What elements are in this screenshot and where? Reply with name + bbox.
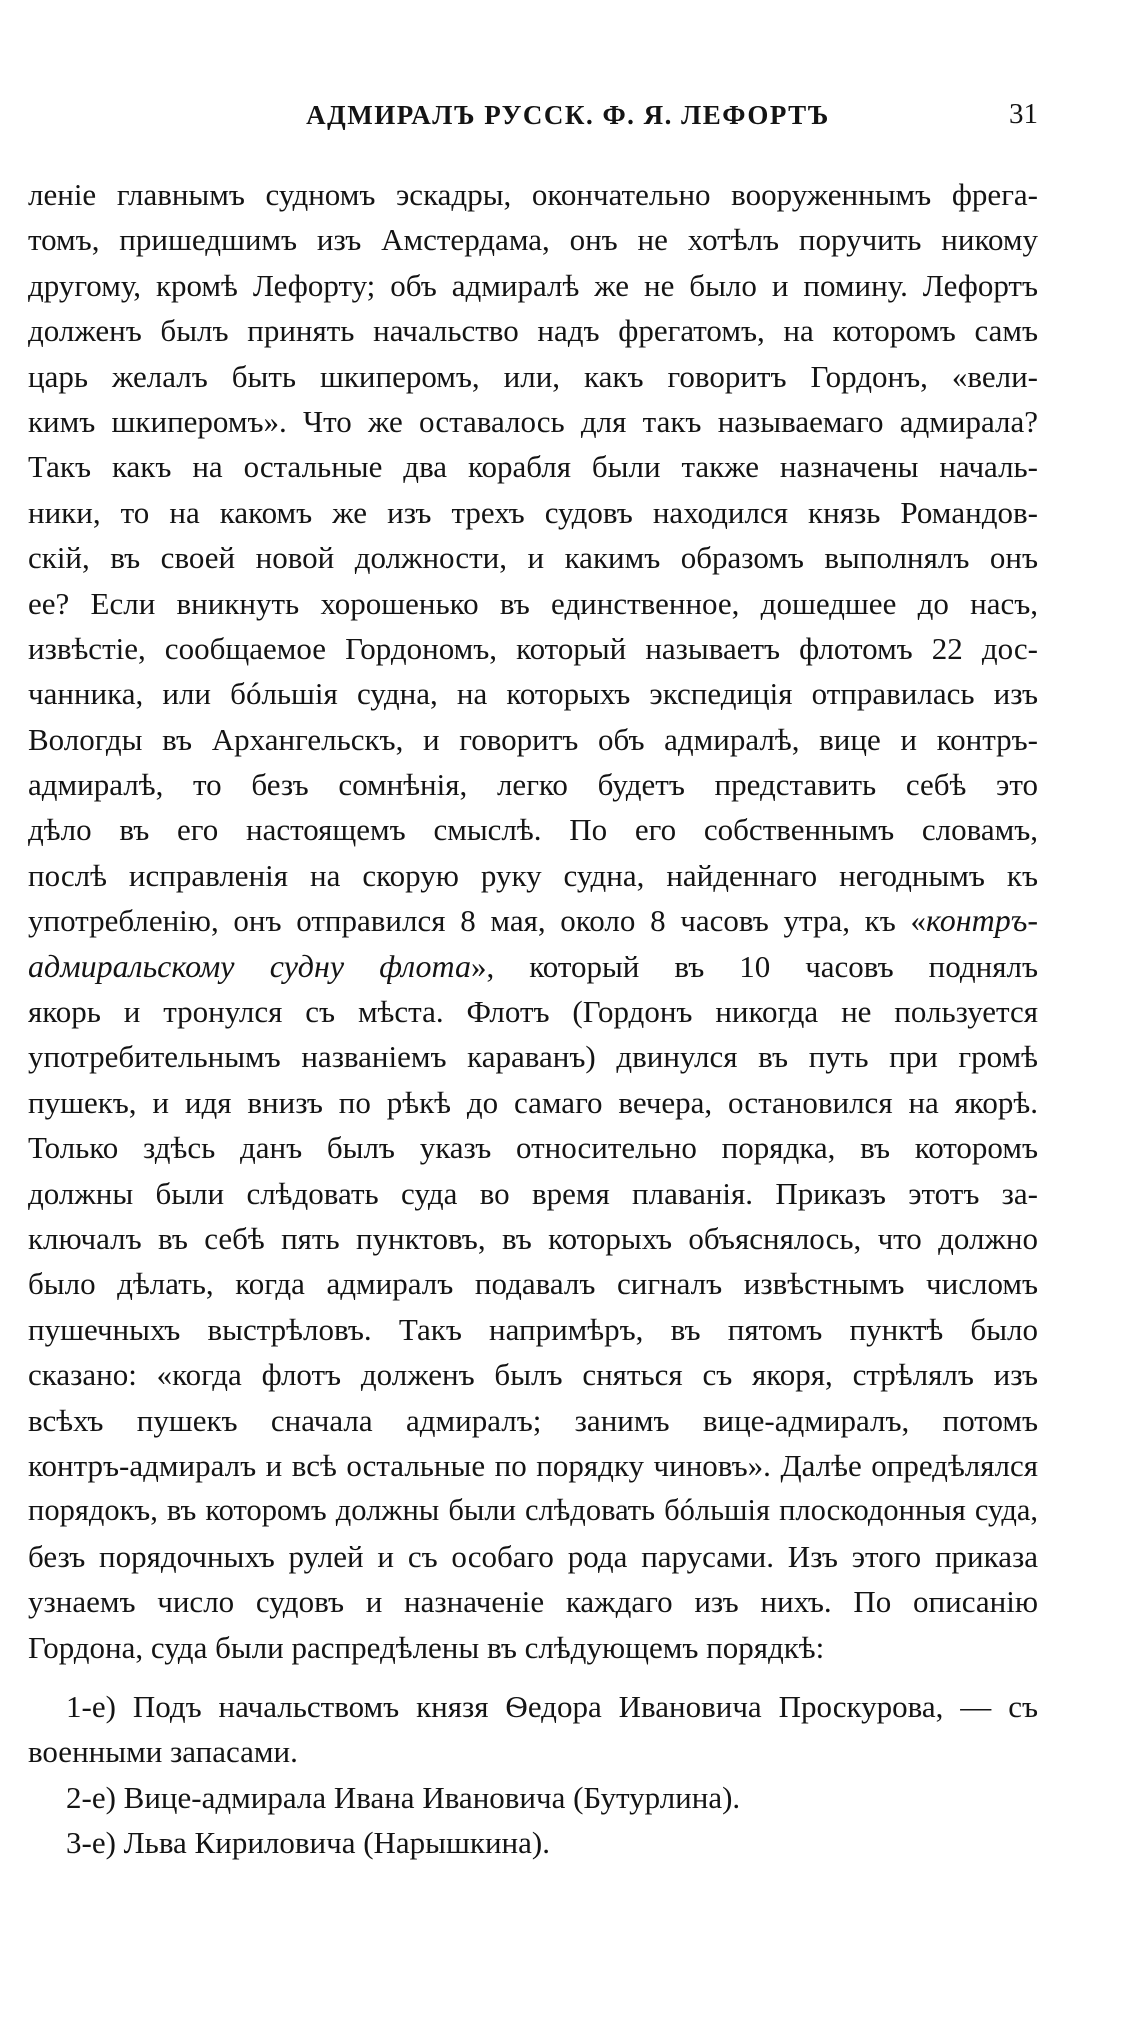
list-item-continuation: военными запасами.	[28, 1734, 298, 1770]
text-line: якорь и тронулся съ мѣста. Флотъ (Гордонъ никогда не пользуется	[28, 994, 1038, 1030]
text-line: ее? Если вникнуть хорошенько въ единственное, дошедшее до насъ,	[28, 585, 1038, 621]
italic-segment: контръ-	[926, 902, 1038, 939]
text-line: узнаемъ число судовъ и назначеніе каждаго изъ нихъ. По описанію	[28, 1584, 1038, 1620]
text-line: кимъ шкиперомъ». Что же оставалось для такъ называемаго адмирала?	[28, 403, 1038, 439]
text-line: адмиралѣ, то безъ сомнѣнія, легко будетъ представить себѣ это	[28, 767, 1038, 803]
text-line: пушекъ, и идя внизъ по рѣкѣ до самаго вечера, остановился на якорѣ.	[28, 1084, 1038, 1120]
text-line: Только здѣсь данъ былъ указъ относительно порядка, въ которомъ	[28, 1130, 1038, 1166]
text-line: леніе главнымъ судномъ эскадры, окончательно вооруженнымъ фрега-	[28, 177, 1038, 212]
running-head	[28, 100, 1038, 140]
text-segment: употребленію, онъ отправился 8 мая, около 8 часовъ утра, къ «	[28, 903, 926, 939]
text-line-with-italic	[28, 898, 1038, 943]
text-line: чанника, или бóльшія судна, на которыхъ экспедиція отправилась изъ	[28, 676, 1038, 712]
text-line-with-italic	[28, 944, 1038, 989]
text-line: безъ порядочныхъ рулей и съ особаго рода парусами. Изъ этого приказа	[28, 1538, 1038, 1574]
text-line: томъ, пришедшимъ изъ Амстердама, онъ не хотѣлъ поручить никому	[28, 222, 1038, 258]
text-line: другому, кромѣ Лефорту; объ адмиралѣ же не было и помину. Лефортъ	[28, 267, 1038, 303]
text-line: извѣстіе, сообщаемое Гордономъ, который называетъ флотомъ 22 дос-	[28, 630, 1038, 666]
text-line: скій, въ своей новой должности, и какимъ образомъ выполнялъ онъ	[28, 540, 1038, 576]
text-line: пушечныхъ выстрѣловъ. Такъ напримѣръ, въ пятомъ пунктѣ было	[28, 1311, 1038, 1347]
text-line: сказано: «когда флотъ долженъ былъ сняться съ якоря, стрѣлялъ изъ	[28, 1357, 1038, 1393]
text-segment: », который въ 10 часовъ поднялъ	[471, 948, 1038, 984]
text-line: ключалъ въ себѣ пять пунктовъ, въ которыхъ объяснялось, что должно	[28, 1220, 1038, 1256]
body-text	[28, 172, 1038, 1865]
page-number: 31	[1009, 98, 1038, 130]
text-line: царь желалъ быть шкиперомъ, или, какъ говоритъ Гордонъ, «вели-	[28, 358, 1038, 394]
text-line: дѣло въ его настоящемъ смыслѣ. По его собственнымъ словамъ,	[28, 812, 1038, 848]
text-line: послѣ исправленія на скорую руку судна, найденнаго негоднымъ къ	[28, 857, 1038, 893]
text-line: Гордона, суда были распредѣлены въ слѣдующемъ порядкѣ:	[28, 1629, 825, 1665]
text-line: ники, то на какомъ же изъ трехъ судовъ находился князь Ромaндов-	[28, 494, 1038, 530]
list-item: 2-е) Вице-адмирала Ивана Ивановича (Бутурлина).	[66, 1779, 741, 1815]
text-line: было дѣлать, когда адмиралъ подавалъ сигналъ извѣстнымъ числомъ	[28, 1266, 1038, 1302]
text-line: Такъ какъ на остальные два корабля были также назначены началь-	[28, 449, 1038, 485]
text-line: контръ-адмиралъ и всѣ остальные по порядку чиновъ». Далѣе опредѣлялся	[28, 1447, 1038, 1483]
list-item: 1-е) Подъ начальствомъ князя Ѳедора Ивановича Проскурова, — съ	[66, 1688, 1038, 1724]
text-line: всѣхъ пушекъ сначала адмиралъ; занимъ вице-адмиралъ, потомъ	[28, 1402, 1038, 1438]
text-line: Вологды въ Архангельскъ, и говоритъ объ адмиралѣ, вице и контръ-	[28, 721, 1038, 757]
text-line: употребительнымъ названіемъ караванъ) двинулся въ путь при громѣ	[28, 1039, 1038, 1075]
running-title: АДМИРАЛЪ РУСCК. Ф. Я. ЛЕФОРТЪ	[306, 100, 830, 130]
text-line: должны были слѣдовать суда во время плаванія. Приказъ этотъ за-	[28, 1175, 1038, 1211]
italic-segment: адмиральскому судну флота	[28, 947, 472, 984]
text-line: долженъ былъ принять начальство надъ фрегатомъ, на которомъ самъ	[28, 313, 1038, 349]
text-line: порядокъ, въ которомъ должны были слѣдовать бóльшія плоскодонныя суда,	[28, 1493, 1038, 1528]
list-item: 3-е) Льва Кириловича (Нарышкина).	[66, 1825, 550, 1861]
